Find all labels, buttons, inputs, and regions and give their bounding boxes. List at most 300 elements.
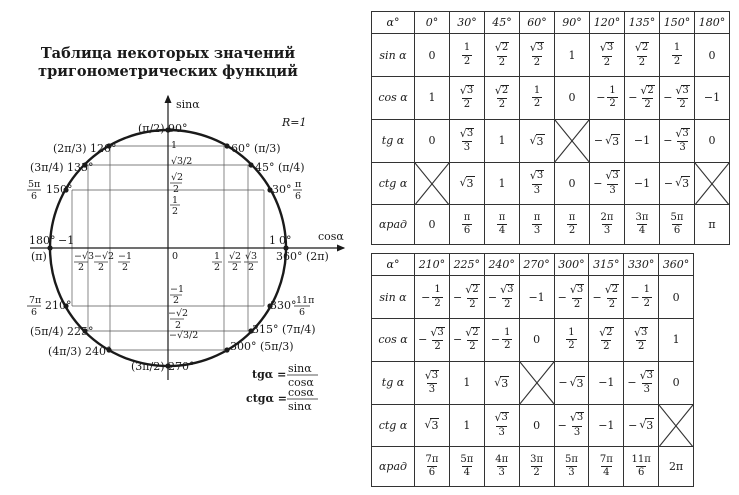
- value-cell: [590, 162, 625, 205]
- value-cell: 2π: [659, 447, 694, 487]
- radical-sign: √: [569, 375, 577, 389]
- fraction-numerator: [429, 327, 445, 341]
- value-cell: [450, 34, 485, 77]
- table-row: [372, 447, 694, 487]
- fraction-denominator: 3: [609, 184, 616, 196]
- label-330-den: 6: [299, 307, 306, 318]
- undefined-cell: [695, 162, 730, 205]
- minus-sign: −: [592, 290, 602, 304]
- y-value-minus-half-num: −1: [170, 284, 185, 295]
- sqrt: [675, 128, 689, 140]
- radicand: 3: [682, 177, 690, 191]
- sqrt: [600, 42, 614, 54]
- fraction-denominator: 6: [673, 225, 681, 237]
- radicand: 3: [646, 419, 654, 433]
- sqrt: [605, 134, 620, 148]
- value-cell: [590, 205, 625, 245]
- undefined-cell: [659, 404, 694, 447]
- fraction-numerator: 1: [568, 326, 575, 338]
- sqrt: [570, 412, 584, 424]
- label-135: (3π/4) 135°: [30, 161, 94, 174]
- value-cell: [520, 162, 555, 205]
- minus-sign: −: [630, 290, 640, 304]
- value-cell: 1: [449, 361, 484, 404]
- value-cell: [624, 361, 659, 404]
- label-60: 60° (π/3): [231, 142, 281, 155]
- fraction: [635, 213, 650, 237]
- fraction-numerator: 5π: [564, 453, 578, 465]
- fraction-numerator: [464, 284, 480, 298]
- value-cell: −1: [625, 162, 660, 205]
- value-cell: [555, 205, 590, 245]
- fraction-denominator: 3: [679, 142, 686, 154]
- value-cell: 0: [519, 404, 554, 447]
- header-cell: 360°: [659, 254, 694, 276]
- fraction-numerator: 3π: [635, 211, 649, 223]
- radical-sign: √: [569, 283, 577, 297]
- fraction-denominator: 2: [469, 341, 476, 353]
- fraction: [462, 43, 472, 67]
- value-cell: [625, 34, 660, 77]
- fraction-numerator: [499, 284, 515, 298]
- minus-sign: −: [663, 176, 674, 190]
- value-cell: 1: [555, 34, 590, 77]
- fraction: [631, 455, 652, 479]
- fraction-denominator: 2: [643, 297, 650, 309]
- label-360: 360° (2π): [276, 250, 329, 263]
- fraction-numerator: 5π: [670, 211, 684, 223]
- y-value-half-num: 1: [172, 195, 179, 206]
- header-cell: 330°: [624, 254, 659, 276]
- fraction: [532, 86, 542, 110]
- value-cell: 0: [695, 119, 730, 162]
- fraction-denominator: 2: [434, 297, 441, 309]
- radicand: 3: [466, 177, 474, 191]
- fraction: [604, 284, 620, 310]
- header-cell: 315°: [589, 254, 624, 276]
- minus-sign: −: [593, 134, 604, 148]
- fraction: [424, 455, 439, 479]
- table-row: [372, 404, 694, 447]
- fraction: [459, 85, 475, 111]
- value-cell: [485, 34, 520, 77]
- table-row: [372, 76, 730, 119]
- radicand: 3: [612, 134, 620, 148]
- fraction: [599, 455, 614, 479]
- header-cell: 150°: [660, 12, 695, 34]
- minus-sign: −: [663, 134, 673, 148]
- minus-sign: −: [418, 333, 428, 347]
- fraction-numerator: 1: [643, 284, 650, 296]
- fraction: [607, 86, 617, 110]
- sqrt: [500, 284, 514, 296]
- radicand: 3: [576, 412, 584, 424]
- radical-sign: √: [599, 41, 607, 55]
- fraction-numerator: [604, 170, 620, 184]
- label-315: 315° (7π/4): [252, 323, 316, 336]
- value-cell: [415, 276, 450, 319]
- radical-sign: √: [424, 368, 432, 382]
- tg-formula-den: cosα: [288, 376, 314, 389]
- value-cell: 0: [519, 318, 554, 361]
- fraction: [424, 370, 440, 396]
- table-header-row: [372, 12, 730, 34]
- header-cell: 300°: [554, 254, 589, 276]
- sqrt: [605, 170, 619, 182]
- fraction-denominator: 3: [643, 384, 650, 396]
- sqrt: [675, 176, 690, 190]
- value-cell: −1: [625, 119, 660, 162]
- fraction-denominator: 2: [637, 341, 645, 353]
- value-cell: [449, 276, 484, 319]
- fraction-numerator: 1: [673, 42, 681, 54]
- sqrt: [495, 42, 509, 54]
- x-value-half-den: 2: [214, 262, 221, 273]
- value-cell: 1: [485, 119, 520, 162]
- sin-axis-label: sinα: [176, 98, 200, 111]
- radical-sign: √: [529, 41, 537, 55]
- label-240: (4π/3) 240°: [48, 345, 112, 358]
- radicand: 3: [431, 419, 439, 433]
- header-cell: 120°: [590, 12, 625, 34]
- y-value-minus-sqrt2-den: 2: [175, 320, 182, 331]
- value-cell: [415, 318, 450, 361]
- y-value-minus-sqrt3-2: −√3/2: [169, 330, 199, 341]
- value-cell: −1: [589, 361, 624, 404]
- fraction: [639, 85, 655, 111]
- label-225: (5π/4) 225°: [30, 325, 94, 338]
- y-value-sqrt3-2: √3/2: [171, 156, 193, 167]
- fraction: [462, 213, 472, 237]
- cos-axis-label: cosα: [318, 230, 344, 243]
- sqrt: [430, 327, 444, 339]
- row-label: tg α: [372, 361, 415, 404]
- undefined-cross-icon: [520, 362, 554, 404]
- radicand: 3: [641, 326, 648, 338]
- fraction: [633, 327, 649, 353]
- radical-sign: √: [569, 411, 577, 425]
- x-value-minus-sqrt2: −√2: [94, 251, 115, 262]
- label-150-den: 6: [31, 191, 38, 202]
- fraction: [499, 284, 515, 310]
- label-90: (π/2) 90°: [138, 122, 188, 135]
- fraction-numerator: π: [568, 211, 576, 223]
- fraction-denominator: 6: [463, 225, 471, 237]
- fraction-numerator: [459, 128, 475, 142]
- fraction-numerator: [464, 327, 480, 341]
- value-cell: [450, 119, 485, 162]
- row-label: sin α: [372, 34, 415, 77]
- value-cell: [449, 447, 484, 487]
- undefined-cell: [555, 119, 590, 162]
- fraction-numerator: [493, 412, 509, 426]
- fraction: [672, 43, 682, 67]
- header-cell: 225°: [449, 254, 484, 276]
- sqrt: [425, 370, 439, 382]
- fraction-numerator: 3π: [530, 453, 544, 465]
- fraction-numerator: 1: [609, 84, 616, 96]
- value-cell: [660, 162, 695, 205]
- sqrt: [494, 376, 509, 390]
- fraction-numerator: 2π: [600, 211, 614, 223]
- fraction: [494, 455, 509, 479]
- value-cell: −1: [589, 404, 624, 447]
- sqrt: [460, 128, 474, 140]
- radical-sign: √: [459, 83, 467, 97]
- header-cell: 180°: [695, 12, 730, 34]
- minus-sign: −: [487, 290, 498, 304]
- fraction: [567, 213, 577, 237]
- value-cell: 1: [449, 404, 484, 447]
- value-cell: [450, 76, 485, 119]
- ctg-formula-den: sinα: [288, 400, 312, 413]
- minus-sign: −: [557, 418, 567, 432]
- undefined-cross-icon: [695, 163, 729, 205]
- value-cell: [624, 318, 659, 361]
- fraction-denominator: 4: [498, 225, 506, 237]
- trig-values-table-210-360: [371, 253, 694, 487]
- fraction: [564, 455, 579, 479]
- label-300: 300° (5π/3): [230, 340, 294, 353]
- fraction-numerator: 1: [434, 284, 441, 296]
- sqrt: [570, 284, 584, 296]
- row-label: ctg α: [372, 162, 415, 205]
- value-cell: [589, 447, 624, 487]
- sqrt: [424, 418, 439, 432]
- sqrt: [570, 376, 585, 390]
- fraction-numerator: [529, 42, 545, 56]
- minus-sign: −: [628, 91, 638, 105]
- minus-sign: −: [596, 91, 606, 105]
- value-cell: [590, 76, 625, 119]
- fraction-numerator: π: [498, 211, 506, 223]
- ctg-formula: ctgα =: [246, 392, 287, 405]
- row-label: ctg α: [372, 404, 415, 447]
- label-30-num: π: [295, 179, 302, 190]
- fraction: [432, 285, 442, 309]
- label-210-den: 6: [31, 307, 38, 318]
- fraction-numerator: π: [463, 211, 471, 223]
- radical-sign: √: [459, 126, 467, 140]
- sqrt: [599, 327, 613, 339]
- fraction: [493, 412, 509, 438]
- header-cell: 135°: [625, 12, 660, 34]
- minus-sign: −: [453, 333, 463, 347]
- value-cell: 1: [415, 76, 450, 119]
- radicand: 3: [466, 127, 474, 139]
- sqrt: [675, 85, 689, 97]
- fraction: [494, 42, 510, 68]
- fraction-denominator: 2: [533, 467, 540, 479]
- value-cell: [520, 34, 555, 77]
- value-cell: 0: [659, 276, 694, 319]
- radical-sign: √: [529, 169, 537, 183]
- x-value-sqrt2: √2: [229, 251, 242, 262]
- table-header-row: [372, 254, 694, 276]
- minus-sign: −: [593, 176, 603, 190]
- fraction-numerator: [569, 284, 585, 298]
- sqrt: [640, 370, 654, 382]
- row-label: tg α: [372, 119, 415, 162]
- header-cell: 210°: [415, 254, 450, 276]
- radical-sign: √: [633, 325, 641, 339]
- radical-sign: √: [605, 169, 613, 183]
- value-cell: 1: [485, 162, 520, 205]
- sqrt: [495, 85, 509, 97]
- label-180-neg1: −1: [58, 234, 75, 247]
- row-label: sin α: [372, 276, 415, 319]
- fraction: [566, 328, 576, 352]
- undefined-cell: [415, 162, 450, 205]
- fraction-numerator: [639, 370, 655, 384]
- fraction-numerator: [459, 85, 475, 99]
- fraction-denominator: 2: [463, 55, 471, 67]
- value-cell: [484, 361, 519, 404]
- value-cell: [415, 404, 450, 447]
- fraction-denominator: 2: [603, 341, 610, 353]
- fraction-denominator: 2: [638, 56, 646, 68]
- table-row: [372, 276, 694, 319]
- label-45: 45° (π/4): [255, 161, 305, 174]
- fraction: [502, 328, 512, 352]
- fraction-numerator: [494, 85, 510, 99]
- value-cell: [624, 276, 659, 319]
- fraction-denominator: 3: [463, 142, 471, 154]
- fraction-numerator: [633, 327, 649, 341]
- figure-title-line2: тригонометрических функций: [38, 63, 298, 80]
- fraction: [529, 42, 545, 68]
- radical-sign: √: [599, 325, 607, 339]
- fraction: [674, 85, 690, 111]
- fraction-numerator: [529, 170, 545, 184]
- radicand: 3: [576, 376, 584, 390]
- value-cell: 0: [555, 162, 590, 205]
- fraction-denominator: 3: [568, 467, 575, 479]
- undefined-cell: [519, 361, 554, 404]
- table-row: [372, 119, 730, 162]
- sqrt: [459, 176, 474, 190]
- radicand: 3: [682, 84, 689, 96]
- fraction-numerator: [674, 128, 690, 142]
- fraction-numerator: [569, 412, 585, 426]
- radical-sign: √: [494, 375, 502, 389]
- fraction-numerator: [634, 42, 650, 56]
- value-cell: 0: [415, 205, 450, 245]
- fraction-denominator: 6: [637, 467, 645, 479]
- value-cell: 1: [659, 318, 694, 361]
- fraction-denominator: 3: [573, 426, 581, 438]
- fraction-denominator: 2: [469, 298, 476, 310]
- fraction-numerator: 4π: [495, 453, 509, 465]
- radicand: 3: [507, 284, 514, 296]
- value-cell: [415, 361, 450, 404]
- fraction: [459, 128, 475, 154]
- radicand: 3: [501, 412, 508, 424]
- header-cell: 0°: [415, 12, 450, 34]
- fraction-denominator: 3: [603, 225, 611, 237]
- label-210-num: 7π: [29, 295, 42, 306]
- fraction-numerator: 5π: [460, 453, 474, 465]
- sqrt: [460, 85, 474, 97]
- value-cell: [589, 318, 624, 361]
- undefined-cross-icon: [659, 405, 693, 447]
- radicand: 3: [431, 369, 439, 381]
- value-cell: −1: [519, 276, 554, 319]
- minus-sign: −: [453, 290, 463, 304]
- fraction-numerator: 1: [504, 326, 511, 338]
- header-cell: 45°: [485, 12, 520, 34]
- label-270: (3π/2) 270°: [131, 360, 195, 373]
- value-cell: [520, 205, 555, 245]
- fraction-denominator: 4: [638, 225, 646, 237]
- fraction-denominator: 2: [533, 98, 541, 110]
- fraction: [494, 85, 510, 111]
- fraction: [529, 170, 545, 196]
- radicand: 3: [576, 284, 584, 296]
- table-bottom-body: [372, 254, 694, 487]
- sqrt: [530, 42, 544, 54]
- radical-sign: √: [605, 133, 613, 147]
- sqrt: [494, 412, 508, 424]
- value-cell: [660, 76, 695, 119]
- x-value-minus-sqrt2-den: 2: [98, 262, 105, 273]
- header-cell: 90°: [555, 12, 590, 34]
- fraction-denominator: 2: [498, 56, 506, 68]
- fraction-numerator: 1: [533, 84, 541, 96]
- header-cell: 240°: [484, 254, 519, 276]
- value-cell: π: [695, 205, 730, 245]
- minus-sign: −: [558, 376, 568, 390]
- radicand: 3: [466, 84, 474, 96]
- value-cell: 0: [415, 34, 450, 77]
- fraction: [599, 42, 615, 68]
- value-cell: [485, 76, 520, 119]
- fraction-denominator: 2: [603, 56, 611, 68]
- table-top-body: [372, 12, 730, 245]
- value-cell: [519, 447, 554, 487]
- x-value-minus-half-den: 2: [122, 262, 129, 273]
- tg-formula: tgα =: [252, 368, 287, 381]
- fraction-numerator: [639, 85, 655, 99]
- radicand: 2: [611, 284, 619, 296]
- fraction: [642, 285, 652, 309]
- fraction-denominator: 3: [428, 384, 436, 396]
- table-row: [372, 34, 730, 77]
- label-120: (2π/3) 120°: [53, 142, 117, 155]
- figure-title-line1: Таблица некоторых значений: [40, 45, 296, 62]
- value-cell: [554, 318, 589, 361]
- fraction-numerator: [598, 327, 614, 341]
- x-value-minus-half: −1: [118, 251, 133, 262]
- fraction: [429, 327, 445, 353]
- row-label: cos α: [372, 318, 415, 361]
- radical-sign: √: [494, 411, 502, 425]
- y-value-minus-sqrt2: −√2: [168, 308, 189, 319]
- fraction-numerator: [674, 85, 690, 99]
- radicand: 3: [536, 134, 544, 148]
- sqrt: [530, 170, 544, 182]
- value-cell: [624, 404, 659, 447]
- sqrt: [639, 418, 654, 432]
- radical-sign: √: [675, 176, 683, 190]
- value-cell: [449, 318, 484, 361]
- ctg-formula-num: cosα: [288, 386, 314, 399]
- fraction-denominator: 2: [504, 298, 511, 310]
- fraction: [464, 327, 480, 353]
- fraction-denominator: 4: [603, 467, 610, 479]
- radicand: 2: [647, 84, 654, 96]
- undefined-cross-icon: [555, 120, 589, 162]
